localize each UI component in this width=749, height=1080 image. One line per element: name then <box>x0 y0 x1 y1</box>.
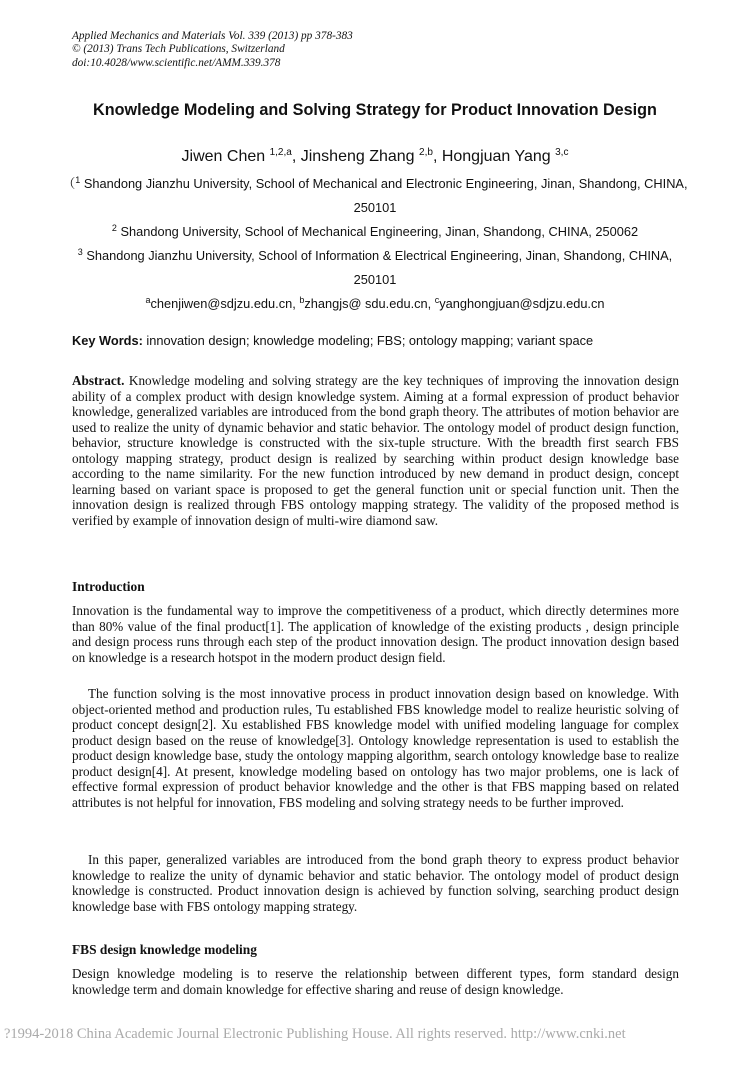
author-3: , Hongjuan Yang <box>432 148 556 165</box>
email-b: zhangjs@ sdu.edu.cn, <box>304 296 435 311</box>
affiliation-3 <box>60 244 690 292</box>
affiliation-2-text: Shandong University, School of Mechanical Engineering, Jinan, Shandong, CHINA, 250062 <box>116 224 639 239</box>
author-3-affil: 3,c <box>555 147 569 158</box>
abstract <box>72 373 679 528</box>
abstract-label: Abstract. <box>72 373 125 388</box>
author-2-affil: 2,b <box>419 147 433 158</box>
keywords-label: Key Words: <box>72 333 143 348</box>
keywords-text: innovation design; knowledge modeling; FBS; ontology mapping; variant space <box>142 333 594 348</box>
affiliation-1-marker: 1 <box>75 175 81 185</box>
email-c-marker: c <box>434 295 440 305</box>
email-c: yanghongjuan@sdjzu.edu.cn <box>439 296 605 311</box>
email-list <box>60 292 690 316</box>
affiliation-3-text: Shandong Jianzhu University, School of Information & Electrical Engineering, Jinan, Shandong, CHINA, 250101 <box>82 248 673 287</box>
fbs-section-heading: FBS design knowledge modeling <box>72 942 257 957</box>
copyright-line: © (2013) Trans Tech Publications, Switzerland <box>72 43 285 56</box>
affiliation-1-text: Shandong Jianzhu University, School of Mechanical and Electronic Engineering, Jinan, Shandong, CHINA, 250101 <box>80 176 688 215</box>
fbs-section-paragraph-1: Design knowledge modeling is to reserve the relationship between different types, form standard design knowledge term and domain knowledge for effective sharing and reuse of design knowledge. <box>72 966 679 997</box>
doi-line: doi:10.4028/www.scientific.net/AMM.339.378 <box>72 56 281 69</box>
keywords <box>72 333 593 348</box>
author-list <box>40 146 710 168</box>
affiliation-1 <box>60 172 690 220</box>
journal-citation: Applied Mechanics and Materials Vol. 339 (2013) pp 378-383 <box>72 30 353 42</box>
affiliation-1-prefix: （ <box>62 176 76 191</box>
introduction-paragraph-1: Innovation is the fundamental way to improve the competitiveness of a product, which directly determines more than 80% value of the final product[1]. The application of knowledge of the existing products , design principle and design process runs through each step of the product innovation design. The product innovation design based on knowledge is a research hotspot in the modern product design field. <box>72 603 679 665</box>
paper-title: Knowledge Modeling and Solving Strategy for Product Innovation Design <box>93 101 657 119</box>
journal-header <box>72 30 353 70</box>
affiliation-2 <box>60 220 690 244</box>
affiliation-2-marker: 2 <box>111 223 117 233</box>
email-a: chenjiwen@sdjzu.edu.cn, <box>150 296 300 311</box>
email-a-marker: a <box>145 295 151 305</box>
author-2: , Jinsheng Zhang <box>291 148 420 165</box>
affiliation-3-marker: 3 <box>77 247 83 257</box>
footer-watermark: ?1994-2018 China Academic Journal Electronic Publishing House. All rights reserved. http://www.cnki.net <box>4 1026 626 1042</box>
introduction-heading: Introduction <box>72 579 145 594</box>
introduction-paragraph-3: In this paper, generalized variables are introduced from the bond graph theory to express product behavior knowledge to realize the unity of dynamic behavior and static behavior. The ontology model of product design knowledge is constructed. Product innovation design is achieved by function solving, searching product design knowledge base with FBS ontology mapping strategy. <box>72 852 679 914</box>
introduction-paragraph-2: The function solving is the most innovative process in product innovation design based on knowledge. With object-oriented method and production rules, Tu established FBS knowledge model to realize heuristic solving of product concept design[2]. Xu established FBS knowledge model with unified modeling language for complex product design based on the reuse of knowledge[3]. Ontology knowledge representation is used to establish the product design knowledge base, study the ontology mapping algorithm, search ontology knowledge base to realize product design[4]. At present, knowledge modeling based on ontology has two major problems, one is lack of effective formal expression of product behavior knowledge and the other is that FBS mapping based on related attributes is not helpful for innovation, FBS modeling and solving strategy needs to be further improved. <box>72 686 679 810</box>
author-1: Jiwen Chen <box>181 148 270 165</box>
email-b-marker: b <box>299 295 305 305</box>
author-1-affil: 1,2,a <box>269 147 292 158</box>
abstract-text: Knowledge modeling and solving strategy are the key techniques of improving the innovation design ability of a complex product with design knowledge system. Aiming at a formal expression of product behavior knowledge, generalized variables are introduced from the bond graph theory. The attributes of motion behavior are used to realize the unity of dynamic behavior and static behavior. The ontology model of product design function, behavior, structure knowledge is constructed with the six-tuple structure. With the breadth first search FBS ontology mapping strategy, product design is realized by searching within product design knowledge base according to the name similarity. For the new function introduced by new demand in product design, concept learning based on variant space is proposed to get the general function unit or special function unit. Then the innovation design is realized through FBS ontology mapping strategy. The validity of the proposed method is verified by example of innovation design of multi-wire diamond saw. <box>72 373 679 528</box>
